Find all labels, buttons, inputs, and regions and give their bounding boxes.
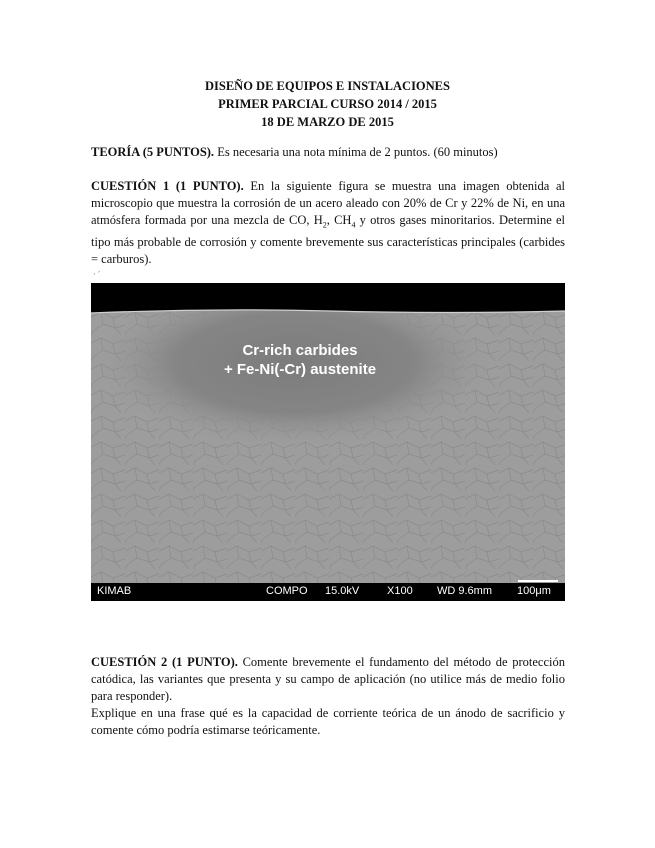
lab-name: KIMAB [97, 585, 132, 597]
question-1 [91, 178, 565, 268]
question-2-title: CUESTIÓN 2 (1 PUNTO). [91, 655, 238, 669]
carbides-label: Cr-rich carbides [242, 342, 358, 359]
question-1-text-c: y otros gases minoritarios. Determine el tipo más probable de corrosión y comente brevemente sus características principales (carbides = carburos). [91, 213, 566, 266]
austenite-label: + Fe-Ni(-Cr) austenite [223, 361, 377, 378]
sem-info-bar [91, 583, 565, 601]
voltage: 15.0kV [325, 585, 360, 597]
figure-mark: · ´ [93, 270, 101, 279]
subscript-2: 2 [322, 220, 327, 230]
course-title: DISEÑO DE EQUIPOS E INSTALACIONES [205, 79, 450, 93]
exam-date: 18 DE MARZO DE 2015 [261, 115, 394, 129]
question-2-followup: Explique en una frase qué es la capacidad de corriente teórica de un ánodo de sacrificio y comente cómo podría estimarse teóricamente. [91, 706, 565, 737]
scale-bar [518, 580, 558, 582]
micrograph-graphic [91, 283, 565, 601]
question-2-text: Comente brevemente el fundamento del método de protección catódica, las variantes que presenta y su campo de aplicación (no utilice más de medio folio para responder). [91, 655, 565, 703]
magnification: X100 [387, 585, 413, 597]
question-1-text-b: , CH [326, 213, 352, 227]
question-1-title: CUESTIÓN 1 (1 PUNTO). [91, 179, 244, 193]
working-distance: WD 9.6mm [437, 585, 492, 597]
exam-title: PRIMER PARCIAL CURSO 2014 / 2015 [218, 97, 437, 111]
exam-header [0, 77, 655, 131]
theory-paragraph [91, 144, 565, 161]
subscript-4: 4 [351, 220, 356, 230]
theory-title: TEORÍA (5 PUNTOS). [91, 145, 215, 159]
question-2 [91, 654, 565, 705]
micrograph-image [91, 283, 565, 601]
scale-label: 100μm [517, 585, 551, 597]
imaging-mode: COMPO [266, 585, 308, 597]
theory-text: Es necesaria una nota mínima de 2 puntos. (60 minutos) [214, 145, 498, 159]
question-1-text-a: En la siguiente figura se muestra una imagen obtenida al microscopio que muestra la corrosión de un acero aleado con 20% de Cr y 22% de Ni, en una atmósfera formada por una mezcla de CO, H [91, 179, 565, 227]
